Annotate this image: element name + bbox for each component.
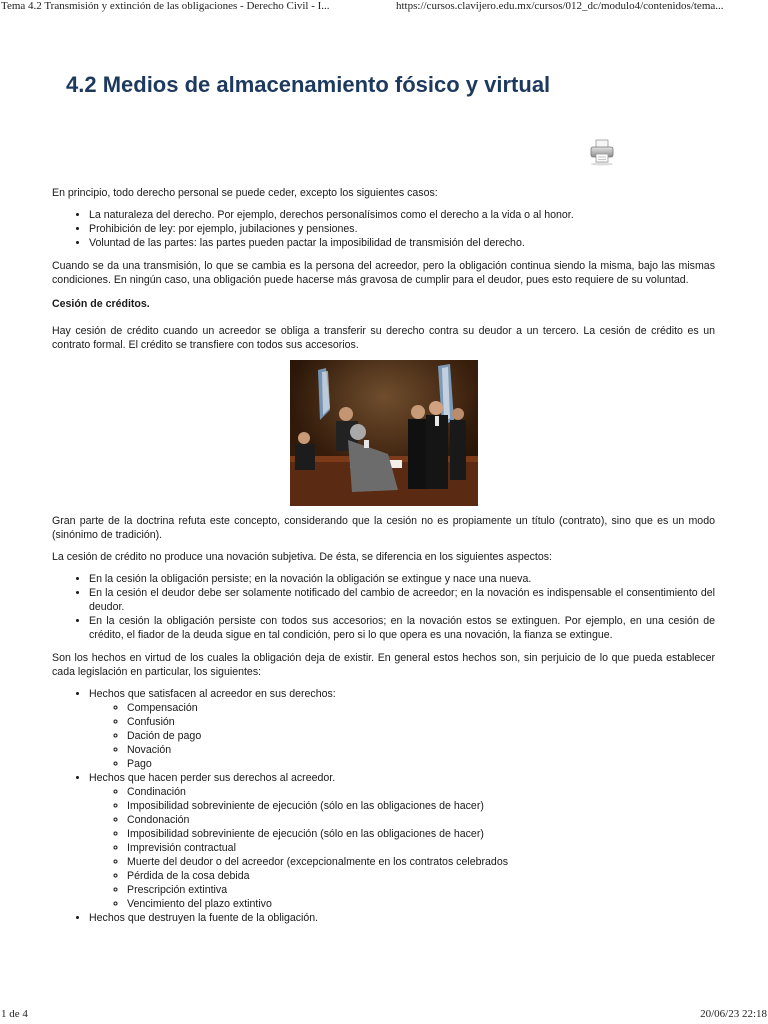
list-item: ◦ Pago bbox=[127, 757, 715, 771]
list-item: ◦ Imprevisión contractual bbox=[127, 841, 715, 855]
list-item: • La naturaleza del derecho. Por ejemplo, derechos personalísimos como el derecho a la vida o al honor. bbox=[89, 208, 715, 222]
cesion-paragraph: Hay cesión de crédito cuando un acreedor se obliga a transferir su derecho contra su deudor a un tercero. La cesión de crédito es un contrato formal. El crédito se transfiere con todos sus accesorios. bbox=[52, 325, 715, 351]
facts-group-label: Hechos que hacen perder sus derechos al acreedor. bbox=[89, 772, 336, 784]
list-item: • En la cesión el deudor debe ser solamente notificado del cambio de acreedor; en la novación es indispensable el consentimiento del deudor. bbox=[89, 586, 715, 614]
differences-list bbox=[52, 572, 715, 642]
list-item: ◦ Muerte del deudor o del acreedor (excepcionalmente en los contratos celebrados bbox=[127, 855, 715, 869]
list-item: ◦ Pérdida de la cosa debida bbox=[127, 869, 715, 883]
ceremony-photo bbox=[290, 360, 478, 506]
figure bbox=[52, 360, 715, 506]
article-body bbox=[52, 186, 715, 934]
list-item: ◦ Imposibilidad sobreviniente de ejecución (sólo en las obligaciones de hacer) bbox=[127, 827, 715, 841]
list-item bbox=[89, 687, 715, 771]
list-item bbox=[89, 771, 715, 911]
facts-group-label: Hechos que destruyen la fuente de la obligación. bbox=[89, 912, 319, 924]
facts-sublist bbox=[89, 785, 715, 911]
exceptions-list bbox=[52, 208, 715, 250]
doctrina-paragraph: Gran parte de la doctrina refuta este concepto, considerando que la cesión no es propiamente un título (contrato), sino que es un modo (sinónimo de tradición). bbox=[52, 515, 715, 541]
novacion-intro: La cesión de crédito no produce una novación subjetiva. De ésta, se diferencia en los siguientes aspectos: bbox=[52, 551, 552, 563]
list-item: ◦ Vencimiento del plazo extintivo bbox=[127, 897, 715, 911]
list-item: • En la cesión la obligación persiste con todos sus accesorios; en la novación estos se extinguen. Por ejemplo, en una cesión de crédito, el fiador de la deuda sigue en tal condición, pero si lo que opera es una novación, la fianza se extingue. bbox=[89, 614, 715, 642]
list-item: ◦ Dación de pago bbox=[127, 729, 715, 743]
footer-datetime: 20/06/23 22:18 bbox=[700, 1008, 767, 1020]
list-item: • Voluntad de las partes: las partes pueden pactar la imposibilidad de transmisión del derecho. bbox=[89, 236, 715, 250]
intro-paragraph: En principio, todo derecho personal se puede ceder, excepto los siguientes casos: bbox=[52, 187, 438, 199]
list-item: • Prohibición de ley: por ejemplo, jubilaciones y pensiones. bbox=[89, 222, 715, 236]
facts-group-label: Hechos que satisfacen al acreedor en sus derechos: bbox=[89, 688, 336, 700]
page-title: 4.2 Medios de almacenamiento fósico y virtual bbox=[66, 72, 551, 97]
list-item: ◦ Compensación bbox=[127, 701, 715, 715]
printer-icon[interactable] bbox=[587, 138, 617, 166]
header-url[interactable]: https://cursos.clavijero.edu.mx/cursos/012_dc/modulo4/contenidos/tema... bbox=[396, 0, 724, 12]
print-footer bbox=[0, 1008, 768, 1024]
footer-page-count: 1 de 4 bbox=[1, 1008, 28, 1020]
list-item: • En la cesión la obligación persiste; en la novación la obligación se extingue y nace una nueva. bbox=[89, 572, 715, 586]
list-item: ◦ Novación bbox=[127, 743, 715, 757]
list-item: ◦ Condinación bbox=[127, 785, 715, 799]
list-item: ◦ Prescripción extintiva bbox=[127, 883, 715, 897]
facts-list bbox=[52, 687, 715, 925]
list-item: ◦ Imposibilidad sobreviniente de ejecución (sólo en las obligaciones de hacer) bbox=[127, 799, 715, 813]
list-item: ◦ Confusión bbox=[127, 715, 715, 729]
extincion-paragraph: Son los hechos en virtud de los cuales la obligación deja de existir. En general estos hechos son, sin perjuicio de lo que pueda establecer cada legislación en particular, los siguientes: bbox=[52, 652, 715, 678]
list-item: ◦ Condonación bbox=[127, 813, 715, 827]
header-tab-title: Tema 4.2 Transmisión y extinción de las obligaciones - Derecho Civil - I... bbox=[1, 0, 330, 12]
transmission-paragraph: Cuando se da una transmisión, lo que se cambia es la persona del acreedor, pero la obligación continua siendo la misma, bajo las mismas condiciones. En ningún caso, una obligación puede hacerse más gravosa de cumplir para el deudor, pues esto requiere de su voluntad. bbox=[52, 260, 715, 286]
facts-sublist bbox=[89, 701, 715, 771]
section-heading: Cesión de créditos. bbox=[52, 298, 150, 310]
print-header bbox=[0, 0, 768, 14]
list-item bbox=[89, 911, 715, 925]
